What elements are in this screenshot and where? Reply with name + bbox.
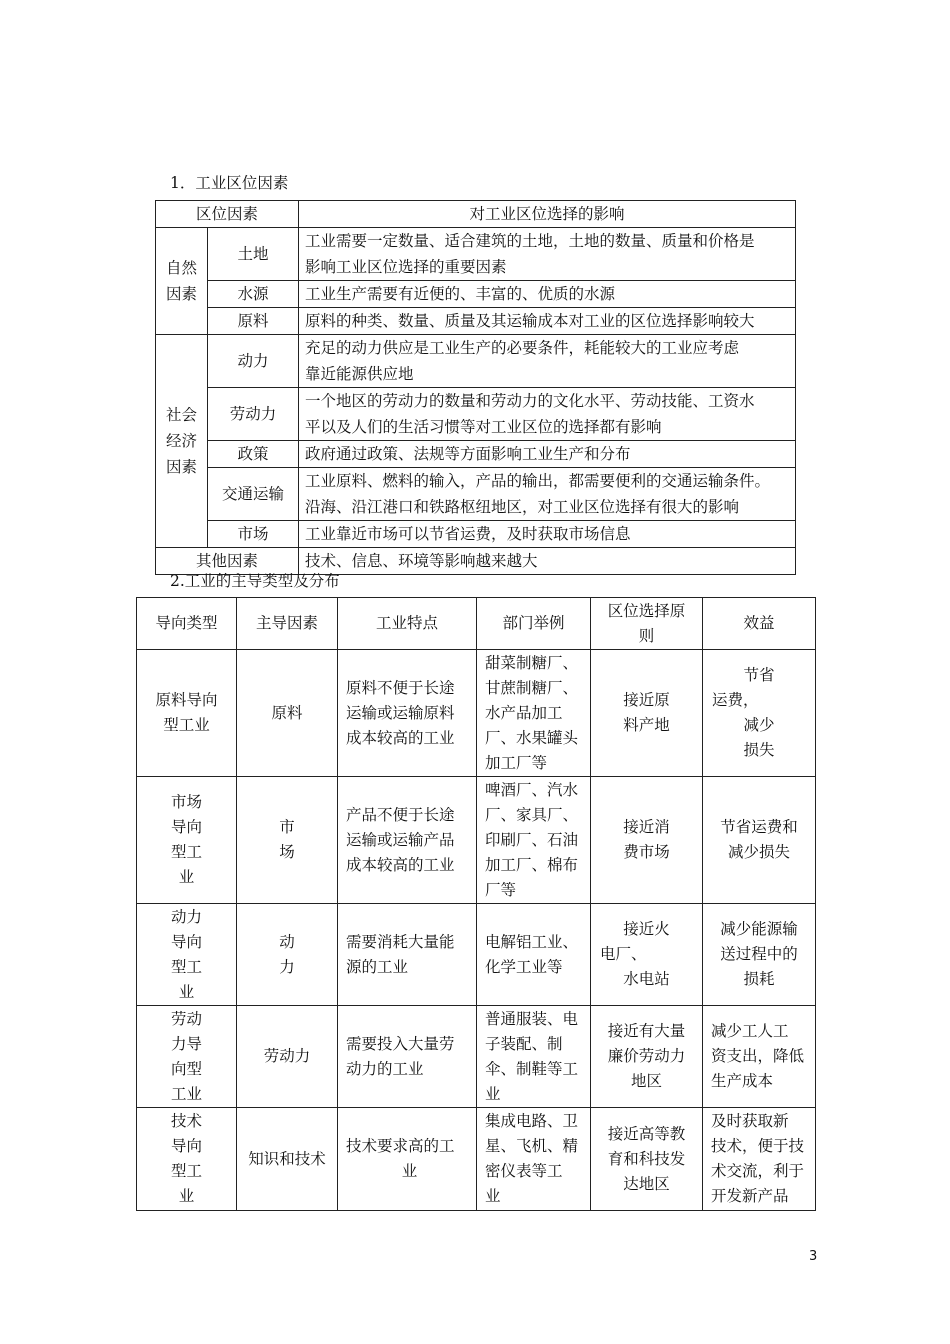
industry-types-table — [136, 597, 816, 1211]
benefit-cell: 减少能源输 送过程中的 损耗 — [703, 904, 816, 1006]
table-row — [137, 1006, 816, 1108]
principle-cell: 接近高等教 育和科技发 达地区 — [591, 1108, 703, 1211]
principle-cell: 接近有大量 廉价劳动力 地区 — [591, 1006, 703, 1108]
principle-cell: 接近消 费市场 — [591, 777, 703, 904]
factor-water: 水源 — [208, 281, 299, 308]
natural-factors-group: 自然 因素 — [156, 228, 208, 335]
table-row — [137, 904, 816, 1006]
effect-other: 技术、信息、环境等影响越来越大 — [299, 548, 796, 575]
examples-cell: 集成电路、卫 星、飞机、精 密仪表等工 业 — [477, 1108, 591, 1211]
principle-cell: 接近火 电厂、 水电站 — [591, 904, 703, 1006]
examples-cell: 啤酒厂、汽水 厂、家具厂、 印刷厂、石油 加工厂、棉布 厂等 — [477, 777, 591, 904]
header-examples: 部门举例 — [477, 598, 591, 650]
feature-cell: 产品不便于长途 运输或运输产品 成本较高的工业 — [338, 777, 477, 904]
benefit-cell: 节省 运费， 减少 损失 — [703, 650, 816, 777]
principle-cell: 接近原 料产地 — [591, 650, 703, 777]
effect-water: 工业生产需要有近便的、丰富的、优质的水源 — [299, 281, 796, 308]
feature-cell: 需要消耗大量能 源的工业 — [338, 904, 477, 1006]
type-cell: 原料导向 型工业 — [137, 650, 237, 777]
benefit-cell: 减少工人工 资支出，降低 生产成本 — [703, 1006, 816, 1108]
header-principle: 区位选择原 则 — [591, 598, 703, 650]
effect-transport: 工业原料、燃料的输入，产品的输出，都需要便利的交通运输条件。 沿海、沿江港口和铁路枢纽地区，对工业区位选择有很大的影响 — [299, 468, 796, 521]
header-type: 导向类型 — [137, 598, 237, 650]
factor-cell: 原料 — [237, 650, 338, 777]
benefit-cell: 及时获取新 技术，便于技 术交流，利于 开发新产品 — [703, 1108, 816, 1211]
factor-land: 土地 — [208, 228, 299, 281]
section1-title: 1．工业区位因素 — [170, 174, 289, 192]
factor-policy: 政策 — [208, 441, 299, 468]
social-economic-factors-group: 社会 经济 因素 — [156, 335, 208, 548]
table-row — [137, 650, 816, 777]
examples-cell: 普通服装、电 子装配、制 伞、制鞋等工 业 — [477, 1006, 591, 1108]
effect-market: 工业靠近市场可以节省运费，及时获取市场信息 — [299, 521, 796, 548]
factor-raw-material: 原料 — [208, 308, 299, 335]
effect-power: 充足的动力供应是工业生产的必要条件，耗能较大的工业应考虑 靠近能源供应地 — [299, 335, 796, 388]
factor-labor: 劳动力 — [208, 388, 299, 441]
factor-power: 动力 — [208, 335, 299, 388]
type-cell: 动力 导向 型工 业 — [137, 904, 237, 1006]
examples-cell: 甜菜制糖厂、 甘蔗制糖厂、 水产品加工 厂、水果罐头 加工厂等 — [477, 650, 591, 777]
header-benefit: 效益 — [703, 598, 816, 650]
effect-policy: 政府通过政策、法规等方面影响工业生产和分布 — [299, 441, 796, 468]
factor-transport: 交通运输 — [208, 468, 299, 521]
effect-labor: 一个地区的劳动力的数量和劳动力的文化水平、劳动技能、工资水 平以及人们的生活习惯等对工业区位的选择都有影响 — [299, 388, 796, 441]
factor-market: 市场 — [208, 521, 299, 548]
factor-cell: 动 力 — [237, 904, 338, 1006]
section2-title: 2.工业的主导类型及分布 — [170, 572, 340, 590]
table-row — [137, 1108, 816, 1211]
feature-cell: 技术要求高的工 业 — [338, 1108, 477, 1211]
header-feature: 工业特点 — [338, 598, 477, 650]
factor-cell: 劳动力 — [237, 1006, 338, 1108]
header-factor: 区位因素 — [156, 201, 299, 228]
type-cell: 劳动 力导 向型 工业 — [137, 1006, 237, 1108]
type-cell: 技术 导向 型工 业 — [137, 1108, 237, 1211]
feature-cell: 需要投入大量劳 动力的工业 — [338, 1006, 477, 1108]
table-row — [137, 777, 816, 904]
factor-cell: 知识和技术 — [237, 1108, 338, 1211]
examples-cell: 电解铝工业、 化学工业等 — [477, 904, 591, 1006]
feature-cell: 原料不便于长途 运输或运输原料 成本较高的工业 — [338, 650, 477, 777]
effect-raw-material: 原料的种类、数量、质量及其运输成本对工业的区位选择影响较大 — [299, 308, 796, 335]
header-effect: 对工业区位选择的影响 — [299, 201, 796, 228]
type-cell: 市场 导向 型工 业 — [137, 777, 237, 904]
location-factors-table — [155, 200, 796, 575]
page-number: 3 — [809, 1249, 818, 1264]
factor-cell: 市 场 — [237, 777, 338, 904]
factor-other: 其他因素 — [156, 548, 299, 575]
effect-land: 工业需要一定数量、适合建筑的土地，土地的数量、质量和价格是 影响工业区位选择的重要因素 — [299, 228, 796, 281]
benefit-cell: 节省运费和 减少损失 — [703, 777, 816, 904]
header-factor: 主导因素 — [237, 598, 338, 650]
